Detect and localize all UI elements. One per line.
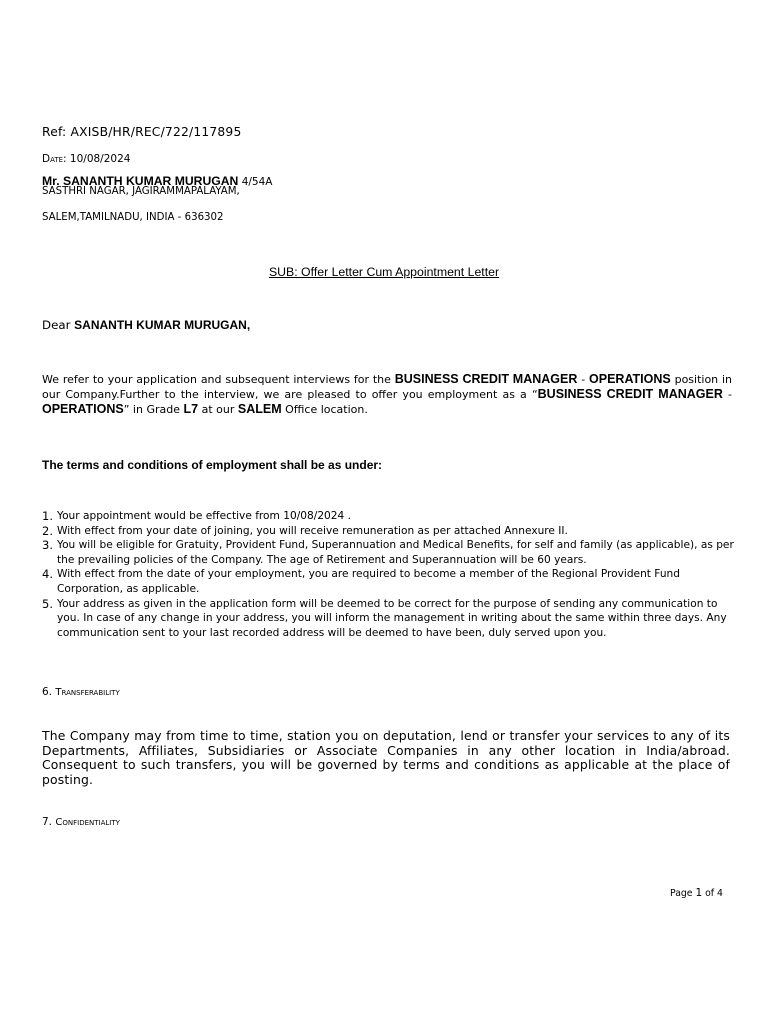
term-number: 3. bbox=[42, 538, 53, 553]
term-text: With effect from your date of joining, you will receive remuneration as per attached Annexure II. bbox=[57, 524, 568, 537]
term-number: 4. bbox=[42, 567, 53, 582]
grade-value: L7 bbox=[183, 402, 199, 416]
role-department-repeat: OPERATIONS bbox=[42, 402, 124, 416]
intro-dash-2: - bbox=[722, 388, 732, 401]
role-title: BUSINESS CREDIT MANAGER bbox=[394, 372, 578, 386]
term-item bbox=[42, 509, 742, 524]
intro-text-5: Office location. bbox=[281, 403, 368, 416]
terms-heading: The terms and conditions of employment shall be as under: bbox=[42, 458, 383, 472]
term-number: 1. bbox=[42, 509, 53, 523]
term-text: Your address as given in the application form will be deemed to be correct for the purpose of sending any communication to you. In case of any change in your address, you will inform the management in writing about the same within three days. Any communication sent to your last recorded address will be deemed to have been, duly served upon you. bbox=[57, 597, 727, 639]
footer-page-suffix: of 4 bbox=[702, 888, 723, 899]
intro-paragraph bbox=[42, 372, 732, 417]
role-title-repeat: BUSINESS CREDIT MANAGER bbox=[537, 387, 723, 401]
term-number: 2. bbox=[42, 523, 53, 538]
intro-text-4: at our bbox=[198, 403, 238, 416]
address-line-1: SASTHRI NAGAR, JAGIRAMMAPALAYAM, bbox=[42, 186, 240, 197]
intro-dash-1: - bbox=[577, 373, 590, 386]
term-number: 5. bbox=[42, 596, 53, 611]
term-text: You will be eligible for Gratuity, Provident Fund, Superannuation and Medical Benefits, for self and family (as applicable), as per the prevailing policies of the Company. The age of Retirement and Superannuation will be 60 years. bbox=[57, 539, 734, 566]
section-6-number: 6. bbox=[42, 686, 53, 698]
section-7-heading bbox=[42, 816, 120, 828]
terms-list bbox=[42, 509, 742, 640]
letter-date bbox=[42, 153, 130, 165]
recipient-house: 4/54A bbox=[238, 176, 273, 188]
section-7-title: Confidentiality bbox=[55, 817, 120, 828]
section-6-title: Transferability bbox=[55, 687, 120, 698]
section-7-number: 7. bbox=[42, 816, 53, 828]
intro-text-3: ” in Grade bbox=[123, 403, 184, 416]
intro-text-2: position in our Company.Further to the interview, we are pleased to offer you employment as a “ bbox=[42, 373, 733, 401]
term-item bbox=[42, 567, 742, 596]
salutation-prefix: Dear bbox=[42, 318, 75, 332]
recipient-name: Mr. SANANTH KUMAR MURUGAN bbox=[42, 174, 239, 188]
subject-line: SUB: Offer Letter Cum Appointment Letter bbox=[268, 265, 500, 279]
date-value: 10/08/2024 bbox=[66, 153, 131, 165]
term-text: With effect from the date of your employment, you are required to become a member of the Regional Provident Fund Corporation, as applicable. bbox=[57, 568, 680, 595]
role-department: OPERATIONS bbox=[589, 372, 671, 386]
salutation bbox=[42, 318, 250, 332]
intro-text-1: We refer to your application and subsequent interviews for the bbox=[42, 373, 395, 386]
office-location: SALEM bbox=[237, 402, 282, 416]
date-label: Date: bbox=[42, 153, 67, 165]
section-6-heading bbox=[42, 686, 120, 698]
reference-number: Ref: AXISB/HR/REC/722/117895 bbox=[42, 125, 242, 139]
address-line-2: SALEM,TAMILNADU, INDIA - 636302 bbox=[42, 212, 224, 223]
section-6-text: The Company may from time to time, station you on deputation, lend or transfer your services to any of its Departments, Affiliates, Subsidiaries or Associate Companies in any other location in India/abroad. Consequent to such transfers, you will be governed by terms and conditions as applicable at the place of posting. bbox=[42, 728, 730, 787]
page-footer bbox=[670, 887, 723, 899]
term-text: Your appointment would be effective from 10/08/2024 . bbox=[57, 510, 352, 522]
footer-page-prefix: Page bbox=[670, 888, 696, 899]
term-item bbox=[42, 524, 742, 539]
term-item bbox=[42, 597, 742, 641]
footer-page-number: 1 bbox=[695, 887, 703, 899]
salutation-name: SANANTH KUMAR MURUGAN, bbox=[74, 318, 251, 332]
term-item bbox=[42, 538, 742, 567]
